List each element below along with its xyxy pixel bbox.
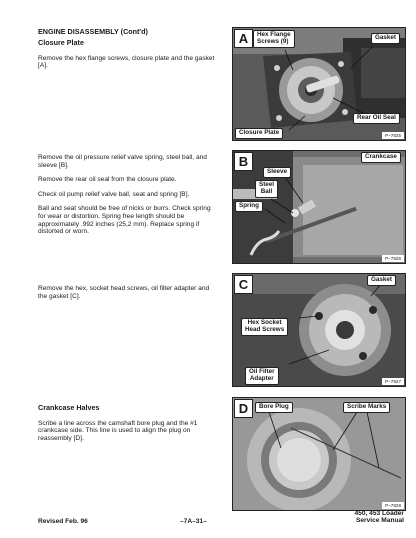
figure-number: P–7825 bbox=[382, 132, 404, 139]
figure-number: P–7828 bbox=[382, 502, 404, 509]
paragraph: Ball and seat should be free of nicks or burrs. Check spring for wear or distortion. Spring free length should be approximately .992 inches (25,2 mm). Replace spring if distorted or worn. bbox=[38, 205, 211, 236]
figure-c bbox=[232, 273, 406, 387]
callout-sleeve: Sleeve bbox=[263, 167, 291, 178]
page-header: ENGINE DISASSEMBLY (Cont'd) bbox=[38, 27, 148, 36]
callout-hex-socket-head-screws: Hex Socket Head Screws bbox=[241, 318, 288, 336]
figure-letter: C bbox=[234, 275, 253, 294]
callout-bore-plug: Bore Plug bbox=[255, 402, 293, 413]
figure-a bbox=[232, 27, 406, 141]
section-heading: Closure Plate bbox=[38, 38, 84, 47]
section-oil-filter-adapter bbox=[38, 285, 218, 307]
footer-model-line2: Service Manual bbox=[355, 517, 404, 525]
section-oil-relief bbox=[38, 154, 218, 243]
callout-oil-filter-adapter: Oil Filter Adapter bbox=[245, 367, 279, 385]
figure-number: P–7826 bbox=[382, 255, 404, 262]
callout-spring: Spring bbox=[235, 201, 263, 212]
figure-d bbox=[232, 397, 406, 511]
callout-closure-plate: Closure Plate bbox=[235, 128, 283, 139]
callout-hex-flange-screws: Hex Flange Screws (9) bbox=[253, 30, 295, 48]
figure-letter: D bbox=[234, 399, 253, 418]
footer-revised: Revised Feb. 96 bbox=[38, 518, 88, 525]
figure-number: P–7827 bbox=[382, 378, 404, 385]
section-heading: Crankcase Halves bbox=[38, 403, 100, 412]
paragraph: Remove the rear oil seal from the closure plate. bbox=[38, 176, 177, 184]
section-closure-plate bbox=[38, 39, 218, 77]
figure-letter: B bbox=[234, 152, 253, 171]
callout-steel-ball: Steel Ball bbox=[255, 180, 278, 198]
footer-model-line1: 450, 453 Loader bbox=[354, 510, 404, 517]
paragraph: Check oil pump relief valve ball, seat and spring [B]. bbox=[38, 190, 190, 198]
callout-gasket: Gasket bbox=[367, 275, 396, 286]
figure-letter: A bbox=[234, 29, 253, 48]
paragraph: Remove the hex, socket head screws, oil filter adapter and the gasket [C]. bbox=[38, 285, 210, 300]
callout-scribe-marks: Scribe Marks bbox=[343, 402, 390, 413]
figure-b bbox=[232, 150, 406, 264]
paragraph: Scribe a line across the camshaft bore plug and the #1 crankcase side. This line is used to align the plug on reassembly [D]. bbox=[38, 419, 198, 442]
callout-rear-oil-seal: Rear Oil Seal bbox=[353, 113, 400, 124]
callout-gasket: Gasket bbox=[371, 33, 400, 44]
footer-model bbox=[355, 510, 404, 525]
section-crankcase-halves bbox=[38, 404, 218, 449]
callout-crankcase: Crankcase bbox=[361, 152, 401, 163]
paragraph: Remove the hex flange screws, closure plate and the gasket [A]. bbox=[38, 54, 215, 70]
bore-plug-photo bbox=[233, 398, 405, 510]
footer-page-number: –7A–31– bbox=[180, 518, 207, 525]
paragraph: Remove the oil pressure relief valve spring, steel ball, and sleeve [B]. bbox=[38, 154, 207, 169]
